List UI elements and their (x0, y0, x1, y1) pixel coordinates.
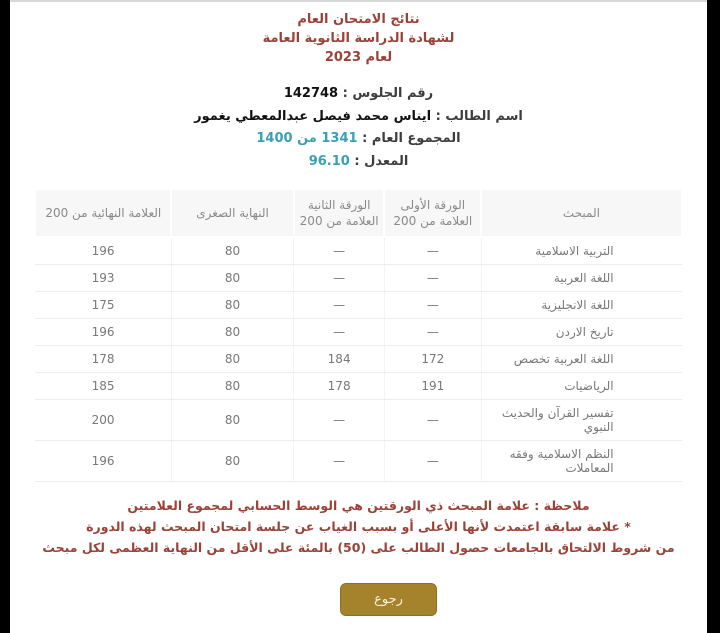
paper1-mark-cell: — (384, 237, 481, 265)
paper2-mark-cell: — (294, 265, 384, 292)
min-mark-cell: 80 (171, 292, 294, 319)
min-header-label: النهاية الصغرى (196, 206, 269, 220)
paper2-header-line1: الورقة الثانية (307, 198, 371, 212)
min-mark-cell: 80 (171, 441, 294, 482)
table-row (35, 319, 681, 346)
subject-cell: اللغة العربية تخصص (481, 346, 681, 373)
seat-number-label: رقم الجلوس : (342, 86, 434, 101)
page-subtitle: لشهادة الدراسة الثانوية العامة (262, 31, 455, 46)
paper2-mark-cell: — (294, 441, 384, 482)
results-table-header (35, 189, 681, 237)
back-button[interactable]: رجوع (340, 583, 437, 616)
paper1-mark-cell: 172 (384, 346, 481, 373)
final-mark-cell: 196 (35, 441, 171, 482)
total-line (10, 128, 707, 151)
min-mark-cell: 80 (171, 373, 294, 400)
note-line-2: * علامة سابقة اعتمدت لأنها الأعلى أو بسبب الغياب عن جلسة امتحان المبحث لهذه الدورة (86, 519, 631, 534)
paper1-mark-cell: — (384, 265, 481, 292)
final-mark-cell: 196 (35, 237, 171, 265)
paper1-mark-cell: 191 (384, 373, 481, 400)
note-line-3: من شروط الالتحاق بالجامعات حصول الطالب على (50) بالمئة على الأقل من النهاية العظمى لكل مبحث (42, 540, 675, 555)
paper1-mark-cell: — (384, 441, 481, 482)
subject-cell: تاريخ الاردن (481, 319, 681, 346)
total-value: 1341 من 1400 (256, 131, 358, 146)
subject-cell: النظم الاسلامية وفقه المعاملات (481, 441, 681, 482)
table-row (35, 441, 681, 482)
final-mark-cell: 185 (35, 373, 171, 400)
subject-cell: تفسير القرآن والحديث النبوي (481, 400, 681, 441)
table-row (35, 292, 681, 319)
student-name-value: ايناس محمد فيصل عبدالمعطي يغمور (194, 108, 432, 124)
page-header (10, 2, 707, 67)
page-year: لعام 2023 (324, 50, 393, 65)
notes-section (10, 495, 707, 558)
paper2-mark-cell: — (294, 319, 384, 346)
min-mark-cell: 80 (171, 400, 294, 441)
column-header-min (171, 189, 294, 237)
button-row (10, 583, 707, 616)
min-mark-cell: 80 (171, 346, 294, 373)
seat-number-line (10, 83, 707, 106)
final-mark-cell: 196 (35, 319, 171, 346)
paper2-mark-cell: 178 (294, 373, 384, 400)
student-info (10, 83, 707, 173)
student-name-line (10, 106, 707, 129)
column-header-paper1 (384, 189, 481, 237)
paper2-mark-cell: 184 (294, 346, 384, 373)
results-page (10, 0, 707, 633)
subject-header-label: المبحث (562, 206, 600, 220)
paper1-mark-cell: — (384, 319, 481, 346)
min-mark-cell: 80 (171, 319, 294, 346)
column-header-final (35, 189, 171, 237)
note-line-1: ملاحظة : علامة المبحث ذي الورقتين هي الوسط الحسابي لمجموع العلامتين (127, 498, 590, 513)
student-name-label: اسم الطالب : (435, 108, 523, 124)
average-line (10, 151, 707, 174)
column-header-paper2 (294, 189, 384, 237)
column-header-subject (481, 189, 681, 237)
subject-cell: التربية الاسلامية (481, 237, 681, 265)
table-row (35, 373, 681, 400)
average-label: المعدل : (354, 153, 409, 169)
paper2-mark-cell: — (294, 292, 384, 319)
paper1-header-line1: الورقة الأولى (400, 198, 466, 212)
results-table (34, 188, 682, 482)
final-mark-cell: 175 (35, 292, 171, 319)
final-mark-cell: 200 (35, 400, 171, 441)
average-value: 96.10 (308, 153, 350, 169)
paper1-header-line2: العلامة من 200 (393, 214, 473, 228)
final-header-label: العلامة النهائية من 200 (45, 206, 162, 220)
paper1-mark-cell: — (384, 292, 481, 319)
table-row (35, 346, 681, 373)
seat-number-value: 142748 (283, 86, 339, 101)
table-row (35, 237, 681, 265)
paper2-header-line2: العلامة من 200 (299, 214, 379, 228)
paper2-mark-cell: — (294, 237, 384, 265)
table-row (35, 265, 681, 292)
subject-cell: اللغة العربية (481, 265, 681, 292)
min-mark-cell: 80 (171, 265, 294, 292)
subject-cell: اللغة الانجليزية (481, 292, 681, 319)
paper1-mark-cell: — (384, 400, 481, 441)
header-row (35, 189, 681, 237)
final-mark-cell: 193 (35, 265, 171, 292)
page-title: نتائج الامتحان العام (297, 12, 420, 27)
paper2-mark-cell: — (294, 400, 384, 441)
final-mark-cell: 178 (35, 346, 171, 373)
subject-cell: الرياضيات (481, 373, 681, 400)
table-row (35, 400, 681, 441)
total-label: المجموع العام : (362, 131, 461, 146)
min-mark-cell: 80 (171, 237, 294, 265)
